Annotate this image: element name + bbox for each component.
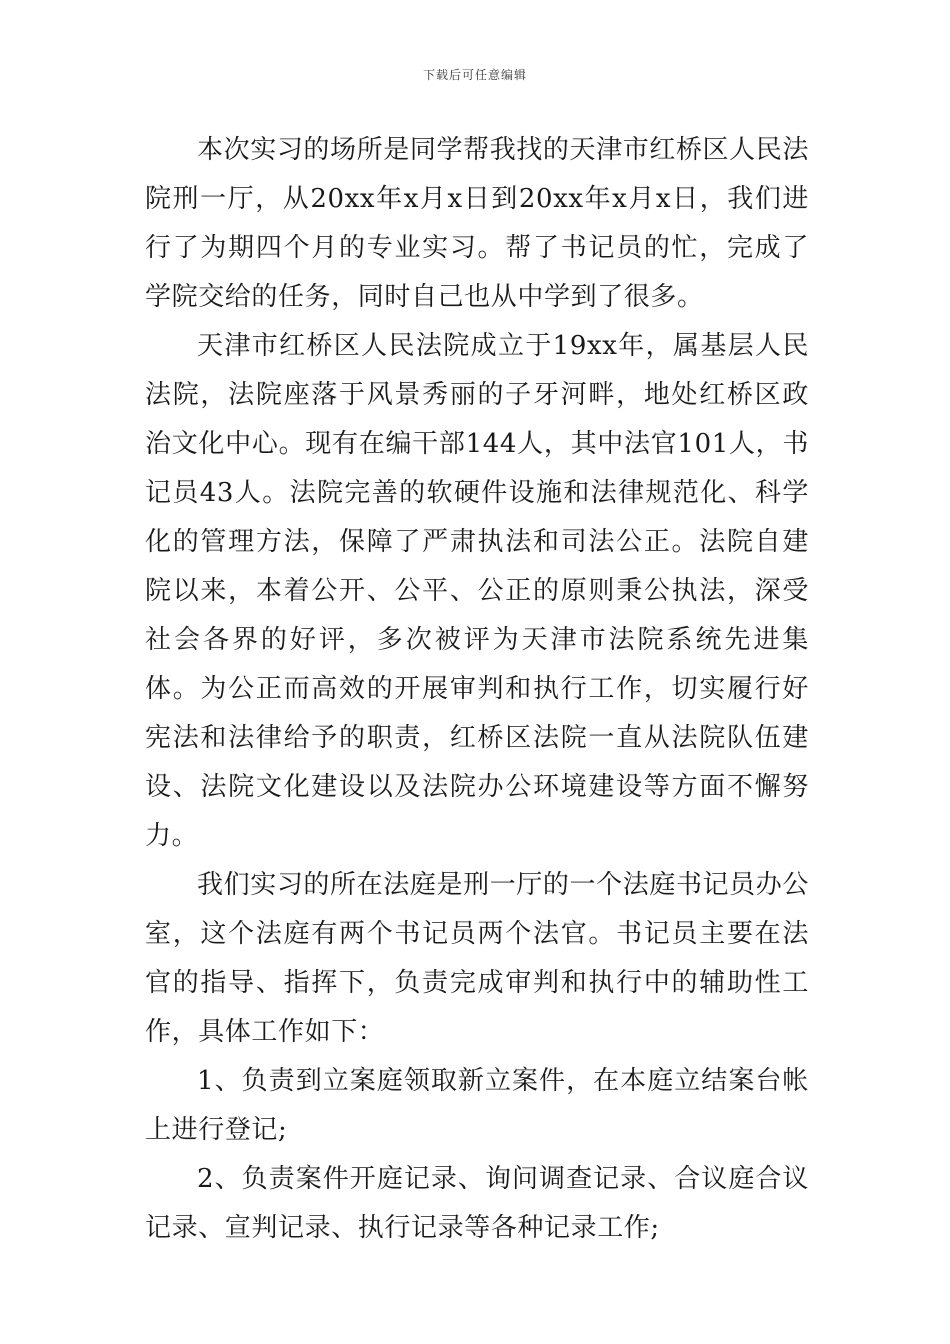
paragraph-internship-intro: 本次实习的场所是同学帮我找的天津市红桥区人民法院刑一厅，从20xx年x月x日到20xx年x月x日，我们进行了为期四个月的专业实习。帮了书记员的忙，完成了学院交给的任务，同时自己也从中学到了很多。 — [145, 135, 809, 312]
paragraph-court-overview: 天津市红桥区人民法院成立于19xx年，属基层人民法院，法院座落于风景秀丽的子牙河畔，地处红桥区政治文化中心。现有在编干部144人，其中法官101人，书记员43人。法院完善的软硬件设施和法律规范化、科学化的管理方法，保障了严肃执法和司法公正。法院自建院以来，本着公开、公平、公正的原则秉公执法，深受社会各界的好评，多次被评为天津市法院系统先进集体。为公正而高效的开展审判和执行工作，切实履行好宪法和法律给予的职责，红桥区法院一直从法院队伍建设、法院文化建设以及法院办公环境建设等方面不懈努力。 — [145, 331, 809, 851]
header-note: 下载后可任意编辑 — [422, 68, 527, 82]
paragraph-office-description: 我们实习的所在法庭是刑一厅的一个法庭书记员办公室，这个法庭有两个书记员两个法官。书记员主要在法官的指导、指挥下，负责完成审判和执行中的辅助性工作，具体工作如下： — [145, 870, 809, 1047]
document-body — [145, 126, 809, 1253]
list-item-duty-1: 1、负责到立案庭领取新立案件，在本庭立结案台帐上进行登记; — [145, 1066, 809, 1145]
list-item-duty-2: 2、负责案件开庭记录、询问调查记录、合议庭合议记录、宣判记录、执行记录等各种记录工作; — [145, 1164, 809, 1243]
